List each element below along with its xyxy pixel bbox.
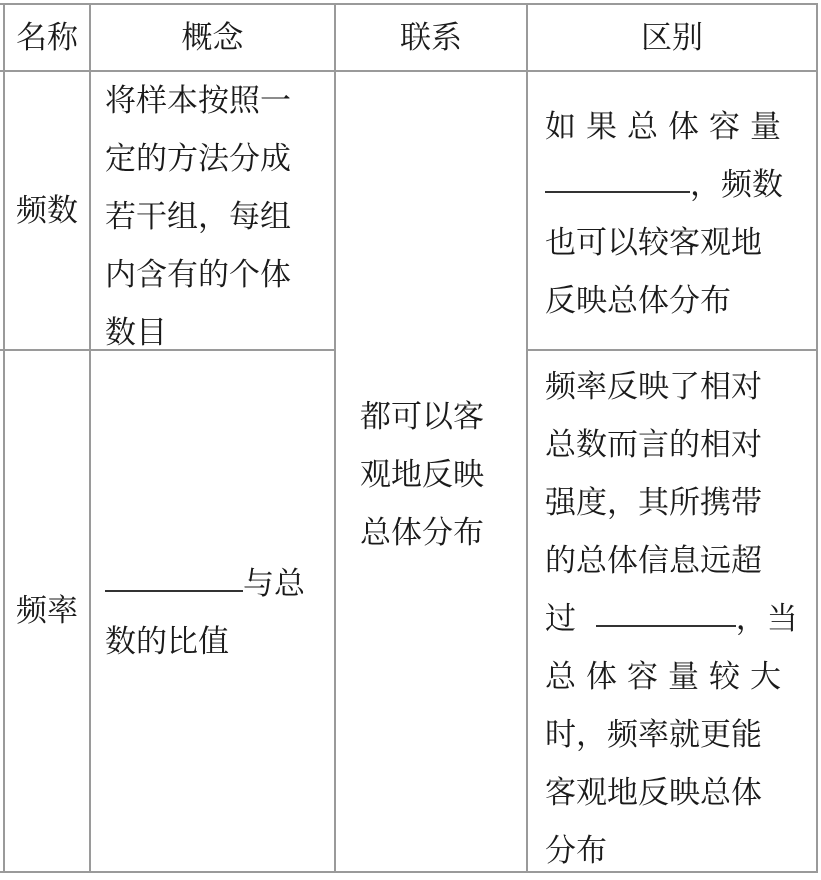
difference-text: ，当: [735, 601, 798, 637]
concept-line: [105, 555, 330, 613]
difference-line: 总体容量较大: [545, 659, 791, 695]
row-name-frequency-count: 频数: [16, 192, 78, 229]
concept-line: 若干组，每组: [105, 199, 291, 235]
row-difference-frequency-rate: [545, 358, 805, 880]
relation-cell: [360, 388, 520, 562]
column-divider-3: [526, 3, 528, 873]
difference-line: 反映总体分布: [545, 283, 731, 319]
difference-line: 的总体信息远超: [545, 543, 762, 579]
difference-line: 分布: [545, 833, 607, 869]
concept-line: 将样本按照一: [105, 83, 291, 119]
header-relation: 联系: [400, 19, 462, 56]
table-border-right: [816, 3, 818, 873]
row-concept-frequency-rate: [105, 555, 330, 671]
difference-line: 如果总体容量: [545, 109, 791, 145]
difference-line: 总数而言的相对: [545, 427, 762, 463]
row-divider-right: [526, 349, 818, 351]
concept-line: 数的比值: [105, 624, 229, 660]
difference-line: 频率反映了相对: [545, 369, 762, 405]
header-difference: 区别: [641, 19, 703, 56]
difference-line: 客观地反映总体: [545, 775, 762, 811]
relation-line: 观地反映: [360, 457, 484, 493]
concept-text: 与总: [243, 566, 305, 602]
relation-line: 都可以客: [360, 399, 484, 435]
difference-line: 强度，其所携带: [545, 485, 762, 521]
concept-line: 数目: [105, 315, 167, 351]
row-concept-frequency-count: [105, 72, 330, 362]
column-divider-1: [89, 3, 91, 873]
fill-blank: [545, 157, 690, 193]
row-difference-frequency-count: [545, 98, 805, 330]
header-name: 名称: [16, 19, 78, 56]
difference-line: [545, 156, 805, 214]
fill-blank: [105, 556, 243, 592]
column-divider-2: [334, 3, 336, 873]
row-name-frequency-rate: 频率: [16, 593, 78, 629]
concept-line: 内含有的个体: [105, 257, 291, 293]
difference-text: 过: [545, 601, 576, 637]
difference-line: 也可以较客观地: [545, 225, 762, 261]
difference-text: ，频数: [690, 167, 783, 203]
difference-line: [545, 590, 805, 648]
concept-line: 定的方法分成: [105, 141, 291, 177]
header-concept: 概念: [181, 19, 244, 56]
fill-blank: [596, 591, 736, 627]
relation-line: 总体分布: [360, 515, 484, 551]
difference-line: 时，频率就更能: [545, 717, 762, 753]
